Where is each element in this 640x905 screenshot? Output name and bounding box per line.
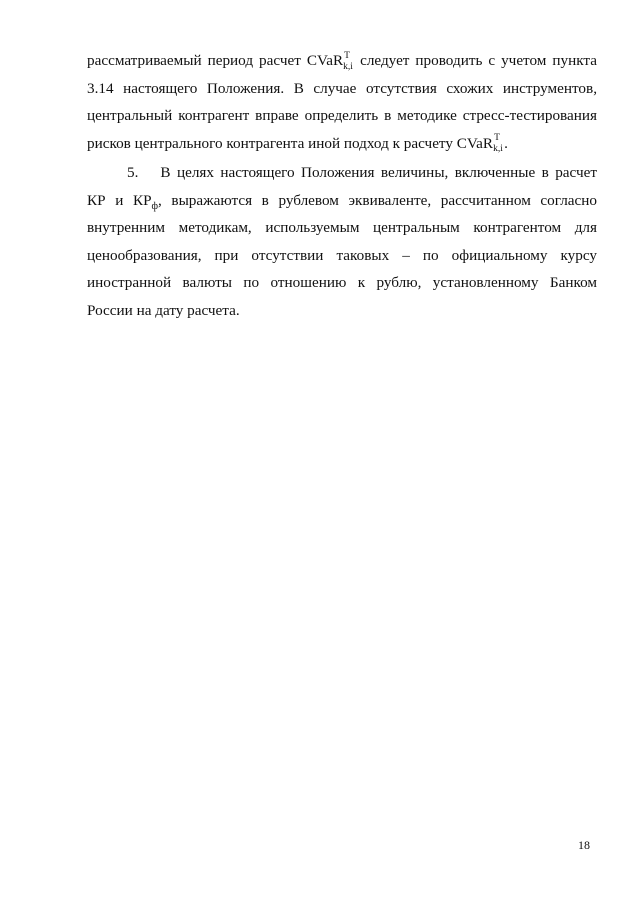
- paragraph-line: России на дату расчета.: [87, 301, 240, 319]
- formula-subscript: k,i: [493, 144, 503, 155]
- formula-base: CVaR: [456, 134, 494, 152]
- paragraph-line: внутренним методикам, используемым центральным контрагентом для: [87, 219, 597, 236]
- text-fragment: рассматриваемый период расчет: [87, 52, 307, 69]
- formula-cvar: [307, 47, 354, 75]
- paragraph-line: [87, 159, 597, 187]
- text-fragment: , выражаются в рублевом эквиваленте, рассчитанном согласно: [158, 191, 597, 209]
- paragraph-line: [87, 47, 597, 75]
- formula-superscript: T: [344, 50, 350, 61]
- paragraph-continuation: [87, 47, 597, 157]
- paragraph-line: [87, 187, 597, 215]
- paragraph-line: ценообразования, при отсутствии таковых – по официальному курсу: [87, 246, 597, 264]
- paragraph-line: центральный контрагент вправе определить в методике стресс-тестирования: [87, 107, 597, 124]
- paragraph-line: [87, 130, 597, 158]
- paragraph-number: 5.: [127, 164, 139, 181]
- formula-subscript: k,i: [343, 61, 353, 72]
- formula-base: CVaR: [306, 52, 344, 69]
- formula-cvar: [457, 130, 504, 158]
- page-number: 18: [578, 838, 590, 852]
- text-fragment: следует проводить с учетом пункта: [354, 52, 597, 69]
- text-fragment: В целях настоящего Положения величины, включенные в расчет: [160, 164, 597, 181]
- paragraph-line: иностранной валюты по отношению к рублю, установленному Банком: [87, 274, 597, 291]
- paragraph-5: [87, 159, 597, 324]
- formula-indices: [493, 134, 503, 154]
- text-fragment: КР и КР: [87, 191, 152, 209]
- formula-superscript: T: [494, 133, 500, 144]
- subscript-f: ф: [151, 200, 158, 212]
- text-fragment: .: [504, 134, 508, 152]
- text-fragment: рисков центрального контрагента иной подход к расчету: [87, 134, 457, 152]
- formula-indices: [343, 52, 353, 72]
- paragraph-line: 3.14 настоящего Положения. В случае отсутствия схожих инструментов,: [87, 79, 597, 97]
